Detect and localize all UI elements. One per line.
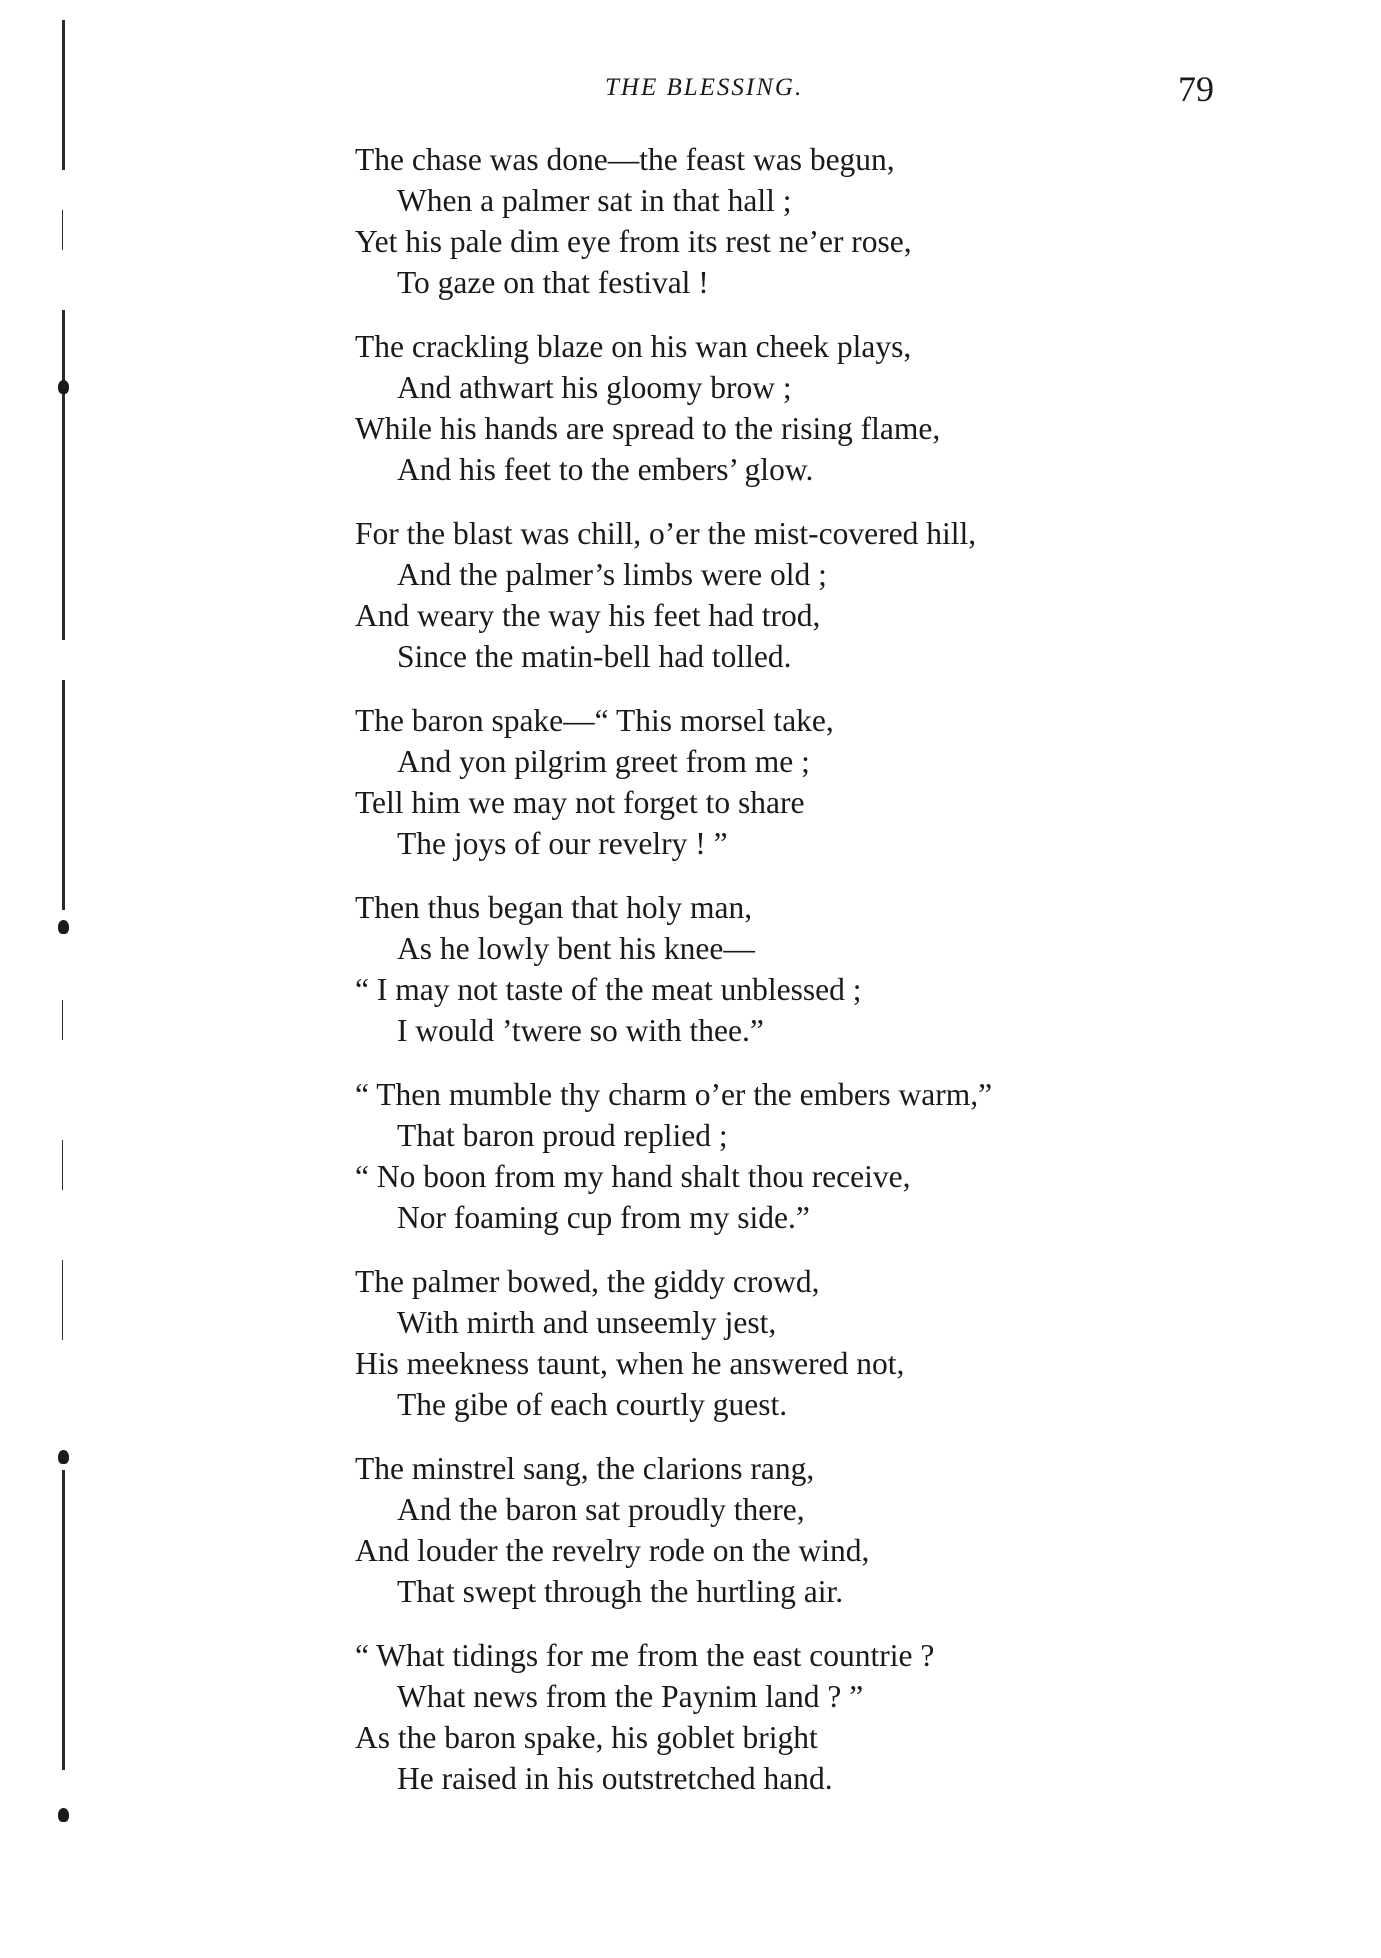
edge-blot	[58, 920, 69, 934]
poem-line: The joys of our revelry ! ”	[397, 826, 728, 861]
poem-line: When a palmer sat in that hall ;	[397, 183, 792, 218]
poem-line: And the palmer’s limbs were old ;	[397, 557, 827, 592]
poem-line: The crackling blaze on his wan cheek plays,	[355, 329, 912, 364]
poem-line: For the blast was chill, o’er the mist-covered hill,	[355, 516, 977, 551]
stanza	[355, 1261, 1255, 1425]
poem-line: The baron spake—“ This morsel take,	[355, 703, 834, 738]
edge-mark	[62, 680, 65, 910]
poem-line: As he lowly bent his knee—	[397, 931, 755, 966]
poem-body	[355, 139, 1255, 1822]
stanza	[355, 139, 1255, 303]
edge-blot	[58, 380, 69, 394]
poem-line: Tell him we may not forget to share	[355, 785, 805, 820]
poem-line: And louder the revelry rode on the wind,	[355, 1533, 870, 1568]
poem-line: “ What tidings for me from the east countrie ?	[355, 1638, 935, 1673]
poem-line: With mirth and unseemly jest,	[397, 1305, 777, 1340]
stanza	[355, 513, 1255, 677]
poem-line: And yon pilgrim greet from me ;	[397, 744, 810, 779]
poem-line: To gaze on that festival !	[397, 265, 709, 300]
page-number: 79	[1178, 69, 1214, 109]
edge-blot	[58, 1808, 69, 1822]
poem-line: Then thus began that holy man,	[355, 890, 753, 925]
poem-line: The chase was done—the feast was begun,	[355, 142, 895, 177]
edge-mark	[62, 210, 63, 250]
stanza	[355, 887, 1255, 1051]
edge-mark	[62, 1470, 65, 1770]
edge-mark	[62, 1260, 63, 1340]
stanza	[355, 326, 1255, 490]
running-head	[0, 69, 1381, 114]
stanza	[355, 1448, 1255, 1612]
poem-line: “ No boon from my hand shalt thou receive,	[355, 1159, 911, 1194]
edge-blot	[58, 1450, 69, 1464]
edge-mark	[62, 1000, 63, 1040]
stanza	[355, 700, 1255, 864]
poem-line: And the baron sat proudly there,	[397, 1492, 805, 1527]
poem-line: That baron proud replied ;	[397, 1118, 728, 1153]
stanza	[355, 1635, 1255, 1799]
poem-line: He raised in his outstretched hand.	[397, 1761, 833, 1796]
poem-line: The palmer bowed, the giddy crowd,	[355, 1264, 820, 1299]
poem-line: The gibe of each courtly guest.	[397, 1387, 788, 1422]
poem-line: “ Then mumble thy charm o’er the embers warm,”	[355, 1077, 993, 1112]
poem-line: And athwart his gloomy brow ;	[397, 370, 792, 405]
poem-line: His meekness taunt, when he answered not,	[355, 1346, 905, 1381]
edge-mark	[62, 1140, 63, 1190]
poem-line: I would ’twere so with thee.”	[397, 1013, 764, 1048]
edge-mark	[62, 310, 65, 640]
poem-line: The minstrel sang, the clarions rang,	[355, 1451, 815, 1486]
poem-line: While his hands are spread to the rising flame,	[355, 411, 941, 446]
poem-line: What news from the Paynim land ? ”	[397, 1679, 864, 1714]
binding-edge-marks	[52, 20, 82, 1840]
poem-line: Since the matin-bell had tolled.	[397, 639, 792, 674]
poem-line: Nor foaming cup from my side.”	[397, 1200, 810, 1235]
poem-line: As the baron spake, his goblet bright	[355, 1720, 818, 1755]
poem-line: “ I may not taste of the meat unblessed ;	[355, 972, 862, 1007]
poem-line: And his feet to the embers’ glow.	[397, 452, 814, 487]
poem-line: That swept through the hurtling air.	[397, 1574, 844, 1609]
running-title: THE BLESSING.	[605, 74, 804, 101]
poem-line: And weary the way his feet had trod,	[355, 598, 821, 633]
poem-line: Yet his pale dim eye from its rest ne’er rose,	[355, 224, 912, 259]
stanza	[355, 1074, 1255, 1238]
